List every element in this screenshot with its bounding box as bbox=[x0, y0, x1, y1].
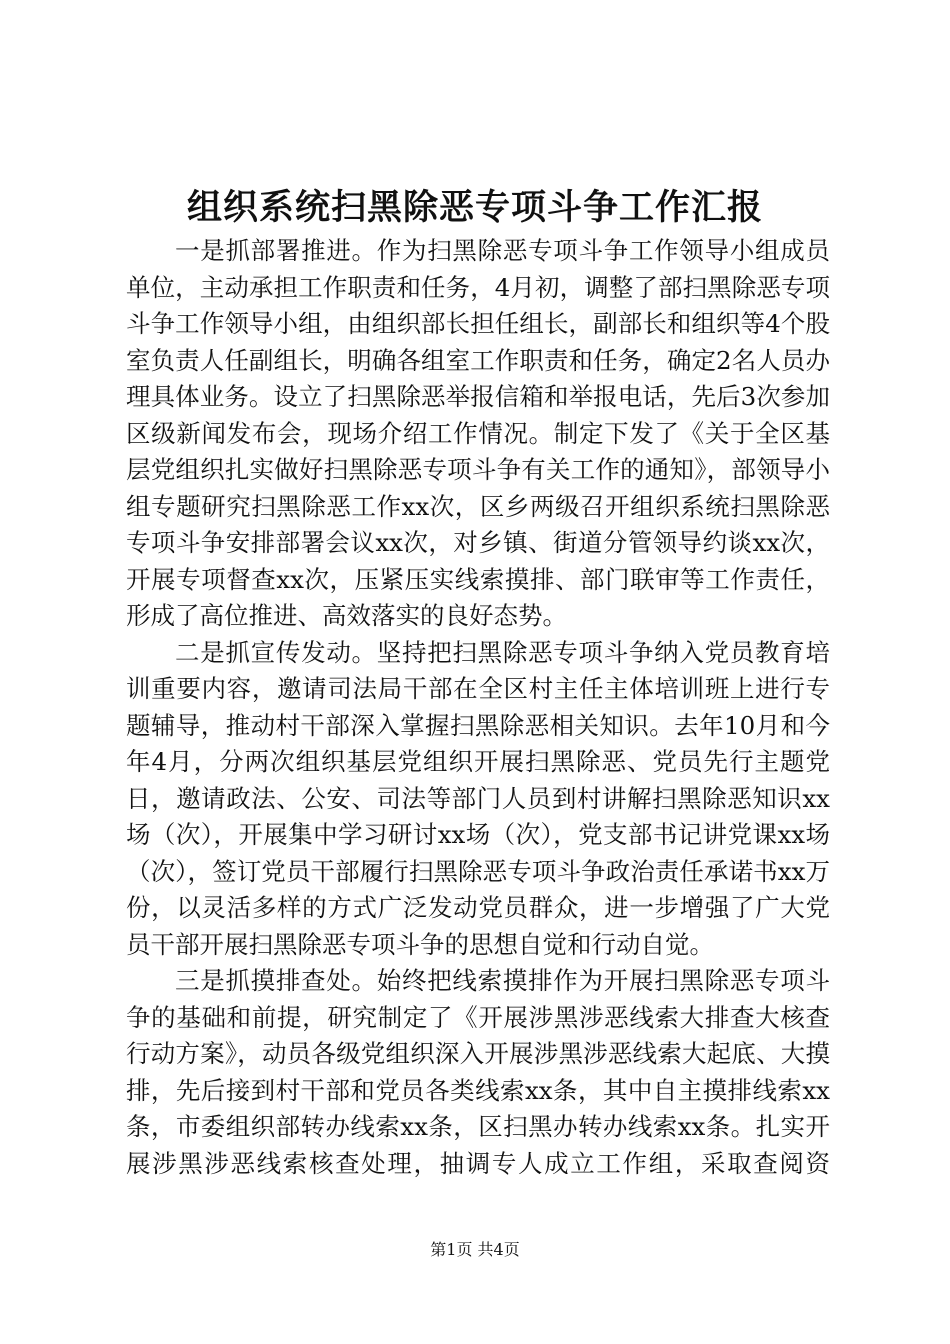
paragraph-investigation: 三是抓摸排查处。始终把线索摸排作为开展扫黑除恶专项斗争的基础和前提，研究制定了《开展涉黑涉恶线索大排查大核查行动方案》，动员各级党组织深入开展涉黑涉恶线索大起底、大摸排，先后接到村干部和党员各类线索xx条，其中自主摸排线索xx条，市委组织部转办线索xx条，区扫黑办转办线索xx条。扎实开展涉黑涉恶线索核查处理，抽调专人成立工作组，采取查阅资 bbox=[126, 966, 830, 1178]
document-title: 组织系统扫黑除恶专项斗争工作汇报 bbox=[186, 187, 763, 228]
paragraph-publicity: 二是抓宣传发动。坚持把扫黑除恶专项斗争纳入党员教育培训重要内容，邀请司法局干部在全区村主任主体培训班上进行专题辅导，推动村干部深入掌握扫黑除恶相关知识。去年10月和今年4月，分两次组织基层党组织开展扫黑除恶、党员先行主题党日，邀请政法、公安、司法等部门人员到村讲解扫黑除恶知识xx场（次），开展集中学习研讨xx场（次），党支部书记讲党课xx场（次），签订党员干部履行扫黑除恶专项斗争政治责任承诺书xx万份，以灵活多样的方式广泛发动党员群众，进一步增强了广大党员干部开展扫黑除恶专项斗争的思想自觉和行动自觉。 bbox=[126, 637, 830, 959]
page-footer: 第1页 共4页 bbox=[430, 1240, 520, 1259]
paragraph-deployment: 一是抓部署推进。作为扫黑除恶专项斗争工作领导小组成员单位，主动承担工作职责和任务，4月初，调整了部扫黑除恶专项斗争工作领导小组，由组织部长担任组长，副部长和组织等4个股室负责人任副组长，明确各组室工作职责和任务，确定2名人员办理具体业务。设立了扫黑除恶举报信箱和举报电话，先后3次参加区级新闻发布会，现场介绍工作情况。制定下发了《关于全区基层党组织扎实做好扫黑除恶专项斗争有关工作的通知》，部领导小组专题研究扫黑除恶工作xx次，区乡两级召开组织系统扫黑除恶专项斗争安排部署会议xx次，对乡镇、街道分管领导约谈xx次，开展专项督查xx次，压紧压实线索摸排、部门联审等工作责任，形成了高位推进、高效落实的良好态势。 bbox=[126, 236, 830, 630]
document-body bbox=[126, 233, 830, 1179]
